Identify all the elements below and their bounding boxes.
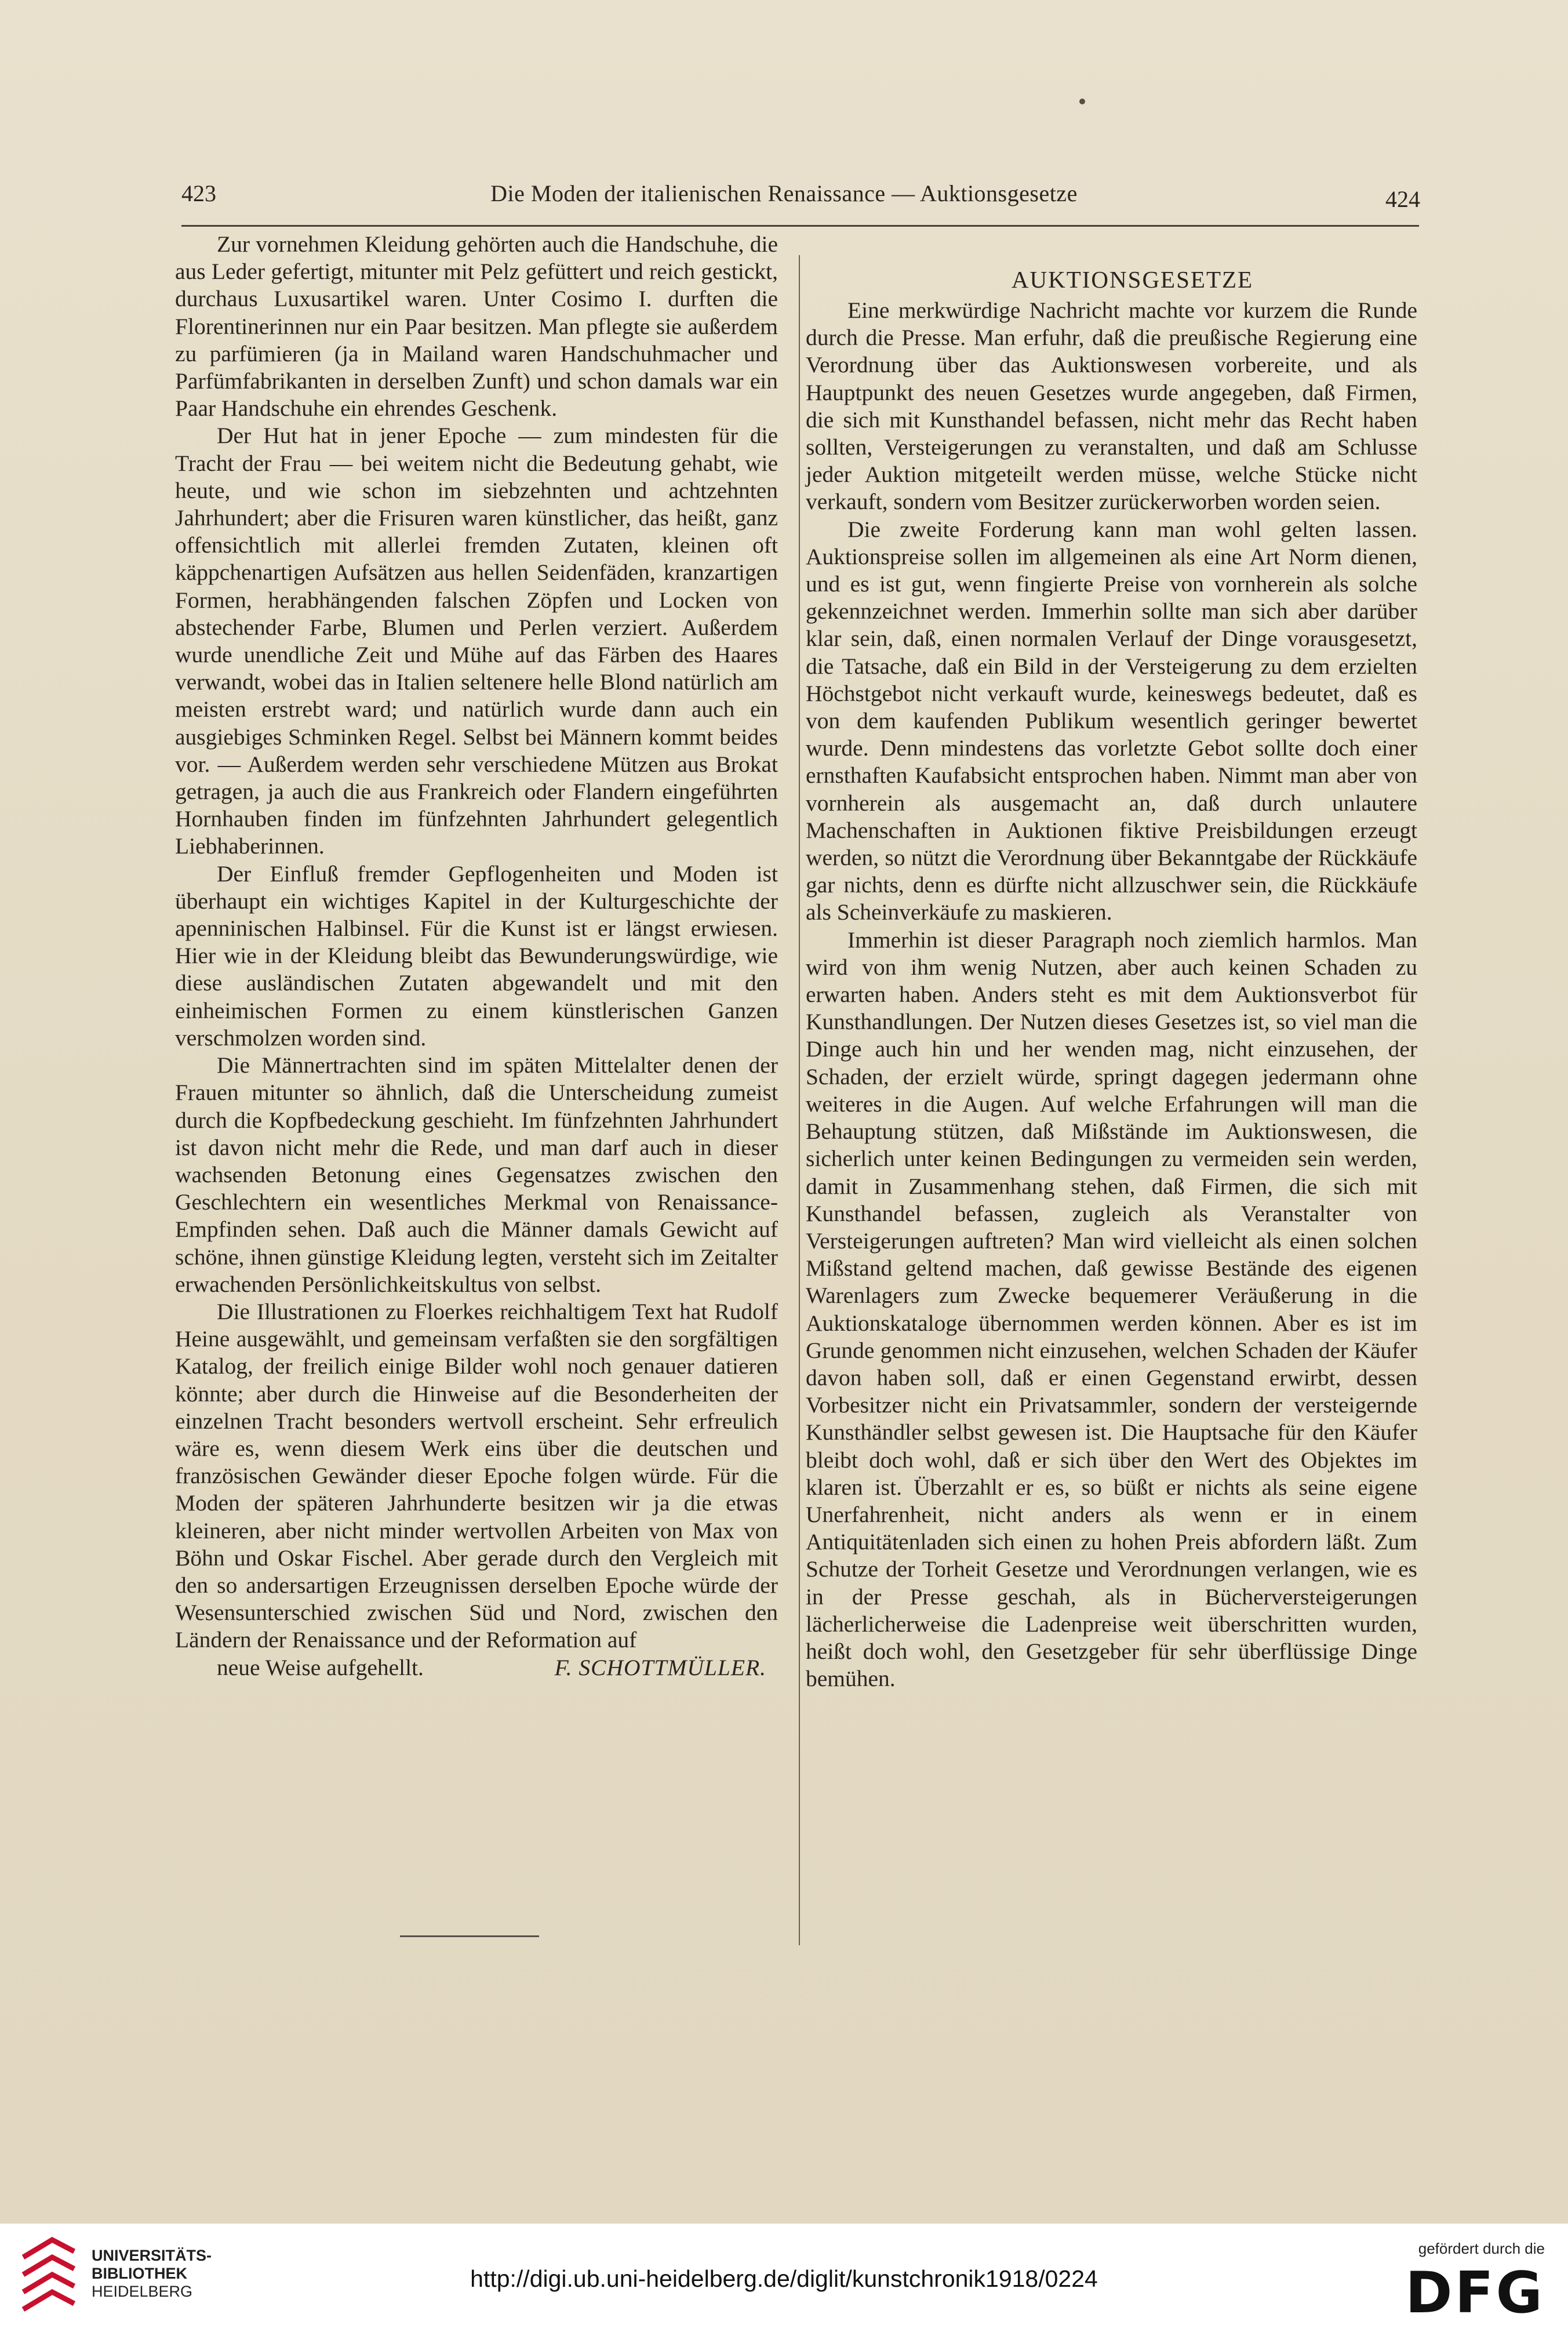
paragraph: Der Einfluß fremder Gepflogenheiten und Moden ist überhaupt ein wichtiges Kapitel in der Kulturgeschichte der apenninischen Halbinsel. Für die Kunst ist er längst erwiesen. Hier wie in der Kleidung bleibt das Bewunderungswürdige, wie diese ausländischen Zutaten abgewandelt und mit den einheimischen Formen zu einem künstlerischen Ganzen verschmolzen worden sind. [175,860,778,1051]
library-name-line: HEIDELBERG [92,2283,193,2300]
dfg-logo: DFG [1405,2260,1545,2326]
library-name-line: UNIVERSITÄTS- [92,2247,212,2264]
paragraph: Der Hut hat in jener Epoche — zum mindesten für die Tracht der Frau — bei weitem nicht die Bedeutung gehabt, wie heute, und wie schon im siebzehnten und achtzehnten Jahrhundert; aber die Frisuren waren künstlicher, das heißt, ganz offensichtlich mit allerlei fremden Zutaten, kleinen oft käppchenartigen Aufsätzen aus hellen Seidenfäden, kranzartigen Formen, herabhängenden falschen Zöpfen und Locken von abstechender Farbe, Blumen und Perlen verziert. Außerdem wurde unendliche Zeit und Mühe auf das Färben des Haares verwandt, wobei das in Italien seltenere helle Blond natürlich am meisten erstrebt ward; und natürlich wurde dann auch ein ausgiebiges Schminken Regel. Selbst bei Männern kommt beides vor. — Außerdem werden sehr verschiedene Mützen aus Brokat getragen, ja auch die aus Frankreich oder Flandern eingeführten Hornhauben finden im fünfzehnten Jahrhundert gelegentlich Liebhaberinnen. [175,423,778,859]
author-signature: F. SCHOTTMÜLLER. [554,1654,766,1680]
column-divider [799,255,800,1945]
paragraph: Immerhin ist dieser Paragraph noch ziemlich harmlos. Man wird von ihm wenig Nutzen, aber auch keinen Schaden zu erwarten haben. Anders steht es mit dem Auktionsverbot für Kunsthandlungen. Der Nutzen dieses Gesetzes ist, so viel man die Dinge auch hin und her wenden mag, nicht einzusehen, der Schaden, der erzielt würde, springt dagegen jedermann ohne weiteres in die Augen. Auf welche Erfahrungen will man die Behauptung stützen, daß Mißstände im Auktionswesen, die sicherlich unter keinen Bedingungen zu vermeiden sein werden, damit in Zusammenhang stehen, daß Firmen, die sich mit Kunsthandel befassen, zugleich als Veranstalter von Versteigerungen auftreten? Man wird vielleicht als einen solchen Mißstand geltend machen, daß gewisse Bestände des eigenen Warenlagers zum Zwecke bequemerer Veräußerung in die Auktionskataloge übernommen werden können. Aber es ist im Grunde genommen nicht einzusehen, welchen Schaden der Käufer davon haben soll, daß er einen Gegenstand erwirbt, dessen Vorbesitzer nicht ein Privatsammler, sondern der versteigernde Kunsthändler selbst gewesen ist. Die Hauptsache für den Käufer bleibt doch wohl, daß er sich über den Wert des Objektes im klaren ist. Überzahlt er es, so büßt er nichts als seine eigene Unerfahrenheit, nicht anders als wenn er in einem Antiquitätenladen sich einen zu hohen Preis abfordern läßt. Zum Schutze der Torheit Gesetze und Verordnungen verlangen, wie es in der Presse geschah, als in Bücherversteigerungen lächerlicherweise die Ladenpreise weit überschritten wurden, heißt doch wohl, den Gesetzgeber für sehr überflüssige Dinge bemühen. [806,927,1417,1692]
closing-line [175,1654,778,1681]
right-column [806,262,1417,1692]
closing-text: neue Weise aufgehellt. [217,1654,424,1680]
article-end-rule [400,1935,539,1937]
paragraph: Die Männertrachten sind im späten Mittelalter denen der Frauen mitunter so ähnlich, daß die Unterscheidung zumeist durch die Kopfbedeckung geschieht. Im fünfzehnten Jahrhundert ist davon nicht mehr die Rede, und man darf auch in dieser wachsenden Betonung eines Gegensatzes zwischen den Geschlechtern ein wesentliches Merkmal von Renaissance-Empfinden sehen. Daß auch die Männer damals Gewicht auf schöne, ihnen günstige Kleidung legten, versteht sich im Zeitalter erwachenden Persönlichkeitskultus von selbst. [175,1052,778,1297]
page-header [0,174,1568,220]
left-column [175,231,778,1681]
ink-speck [1079,99,1085,104]
library-name-line: BIBLIOTHEK [92,2265,187,2282]
footer-bar [0,2224,1568,2332]
header-rule [181,225,1419,227]
page-number-right: 424 [1385,186,1420,212]
permalink-url[interactable]: http://digi.ub.uni-heidelberg.de/diglit/kunstchronik1918/0224 [470,2265,1098,2292]
paragraph: Zur vornehmen Kleidung gehörten auch die Handschuhe, die aus Leder gefertigt, mitunter mit Pelz gefüttert und reich gestickt, durchaus Luxusartikel waren. Unter Cosimo I. durften die Florentinerinnen nur ein Paar besitzen. Man pflegte sie außerdem zu parfümieren (ja in Mailand waren Handschuhmacher und Parfümfabrikanten in derselben Zunft) und schon damals war ein Paar Handschuhe ein ehrendes Geschenk. [175,231,778,422]
running-title: Die Moden der italienischen Renaissance — Auktionsgesetze [490,180,1078,206]
paragraph: Die zweite Forderung kann man wohl gelten lassen. Auktionspreise sollen im allgemeinen als eine Art Norm dienen, und es ist gut, wenn fingierte Preise von vornherein als solche gekennzeichnet werden. Immerhin sollte man sich aber darüber klar sein, daß, einen normalen Verlauf der Dinge vorausgesetzt, die Tatsache, daß ein Bild in der Versteigerung zu dem erzielten Höchstgebot nicht verkauft wurde, keineswegs bedeutet, daß es von dem kaufenden Publikum wesentlich geringer bewertet wurde. Denn mindestens das vorletzte Gebot sollte doch einer ernsthaften Kaufabsicht entsprochen haben. Nimmt man aber von vornherein als ausgemacht an, daß durch unlautere Machenschaften in Auktionen fiktive Preisbildungen erzeugt werden, so nützt die Verordnung über Bekanntgabe der Rückkäufe gar nichts, denn es dürfte nicht allzuschwer sein, die Rückkäufe als Scheinverkäufe zu maskieren. [806,516,1417,925]
funding-caption: gefördert durch die [1418,2240,1545,2257]
section-title: AUKTIONSGESETZE [1011,266,1254,293]
paragraph: Eine merkwürdige Nachricht machte vor kurzem die Runde durch die Presse. Man erfuhr, daß die preußische Regierung eine Verordnung über das Auktionswesen vorbereite, und als Hauptpunkt des neuen Gesetzes wurde angegeben, daß Firmen, die sich mit Kunsthandel befassen, nicht mehr das Recht haben sollten, Versteigerungen zu veranstalten, und daß am Schlusse jeder Auktion mitgeteilt werden müsse, welche Stücke nicht verkauft, sondern vom Besitzer zurückerworben worden seien. [806,297,1417,515]
page-number-left: 423 [181,180,216,206]
paragraph: Die Illustrationen zu Floerkes reichhaltigem Text hat Rudolf Heine ausgewählt, und gemeinsam verfaßten sie den sorgfältigen Katalog, der freilich einige Bilder wohl noch genauer datieren könnte; aber durch die Hinweise auf die Besonderheiten der einzelnen Tracht besonders wertvoll erscheint. Sehr erfreulich wäre es, wenn diesem Werk eins über die deutschen und französischen Gewänder dieser Epoche folgen würde. Für die Moden der späteren Jahrhunderte besitzen wir ja die etwas kleineren, aber nicht minder wertvollen Arbeiten von Max von Böhn und Oskar Fischel. Aber gerade durch den Vergleich mit den so andersartigen Erzeugnissen derselben Epoche würde der Wesensunterschied zwischen Süd und Nord, zwischen den Ländern der Renaissance und der Reformation auf [175,1298,778,1653]
